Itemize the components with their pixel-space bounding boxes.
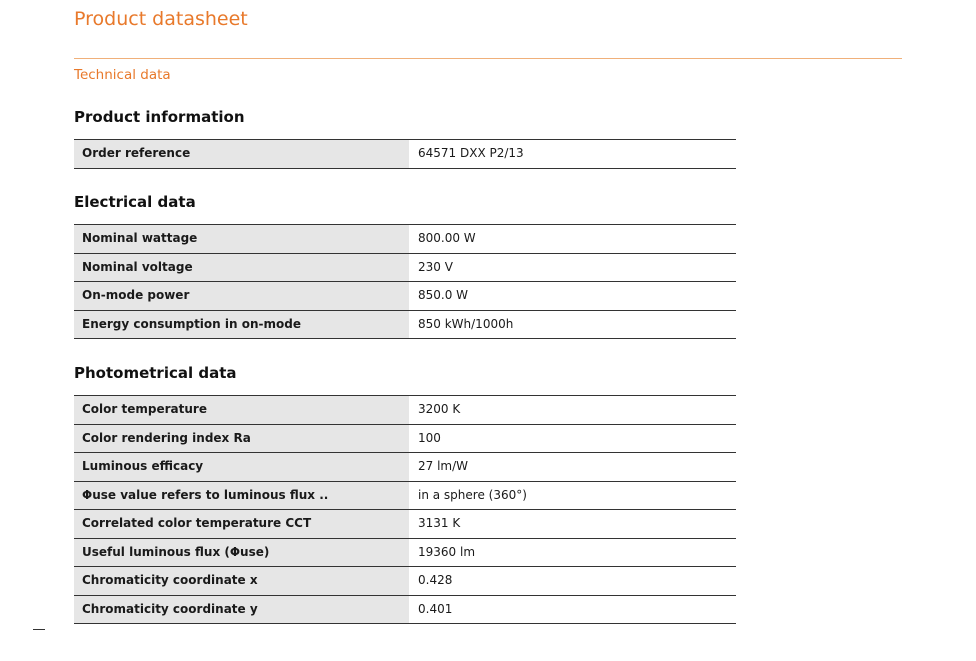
row-value: 27 lm/W (418, 459, 469, 473)
table-row (74, 510, 736, 539)
table-row (74, 396, 736, 425)
page-title: Product datasheet (74, 8, 248, 30)
table-row (74, 254, 736, 283)
page-subtitle: Technical data (74, 67, 171, 83)
row-value: 19360 lm (418, 544, 476, 559)
row-label: Nominal voltage (74, 254, 409, 282)
row-label: Φuse value refers to luminous flux .. (74, 482, 409, 510)
row-label: On-mode power (74, 282, 409, 310)
table-row (74, 311, 736, 340)
row-label: Nominal wattage (74, 225, 409, 253)
section-heading-product-information: Product information (74, 108, 245, 126)
row-value: 850.0 W (418, 288, 469, 302)
row-value: in a sphere (360°) (418, 487, 527, 502)
title-divider (74, 58, 902, 59)
row-label: Useful luminous flux (Φuse) (74, 539, 409, 567)
product-information-table (74, 139, 736, 169)
table-row (74, 453, 736, 482)
page-margin-mark (33, 629, 45, 630)
table-row (74, 282, 736, 311)
row-label: Energy consumption in on-mode (74, 311, 409, 339)
section-heading-photometrical-data: Photometrical data (74, 364, 237, 382)
table-row (74, 425, 736, 454)
row-value: 850 kWh/1000h (418, 316, 514, 331)
row-value: 800.00 W (418, 231, 476, 245)
table-row (74, 225, 736, 254)
row-label: Color temperature (74, 396, 409, 424)
row-value: 230 V (418, 259, 453, 274)
row-value: 0.428 (418, 573, 453, 587)
row-label: Color rendering index Ra (74, 425, 409, 453)
table-row (74, 567, 736, 596)
row-label: Luminous efficacy (74, 453, 409, 481)
row-label: Chromaticity coordinate x (74, 567, 409, 595)
row-value: 3200 K (418, 402, 461, 416)
photometrical-data-table (74, 395, 736, 624)
electrical-data-table (74, 224, 736, 339)
row-label: Order reference (74, 140, 409, 168)
row-value: 0.401 (418, 601, 453, 616)
row-label: Chromaticity coordinate y (74, 596, 409, 624)
row-value: 100 (418, 430, 441, 445)
table-row (74, 482, 736, 511)
row-value: 64571 DXX P2/13 (418, 146, 524, 160)
table-row (74, 596, 736, 625)
row-label: Correlated color temperature CCT (74, 510, 409, 538)
row-value: 3131 K (418, 516, 461, 530)
table-row (74, 539, 736, 568)
section-heading-electrical-data: Electrical data (74, 193, 196, 211)
table-row (74, 140, 736, 169)
